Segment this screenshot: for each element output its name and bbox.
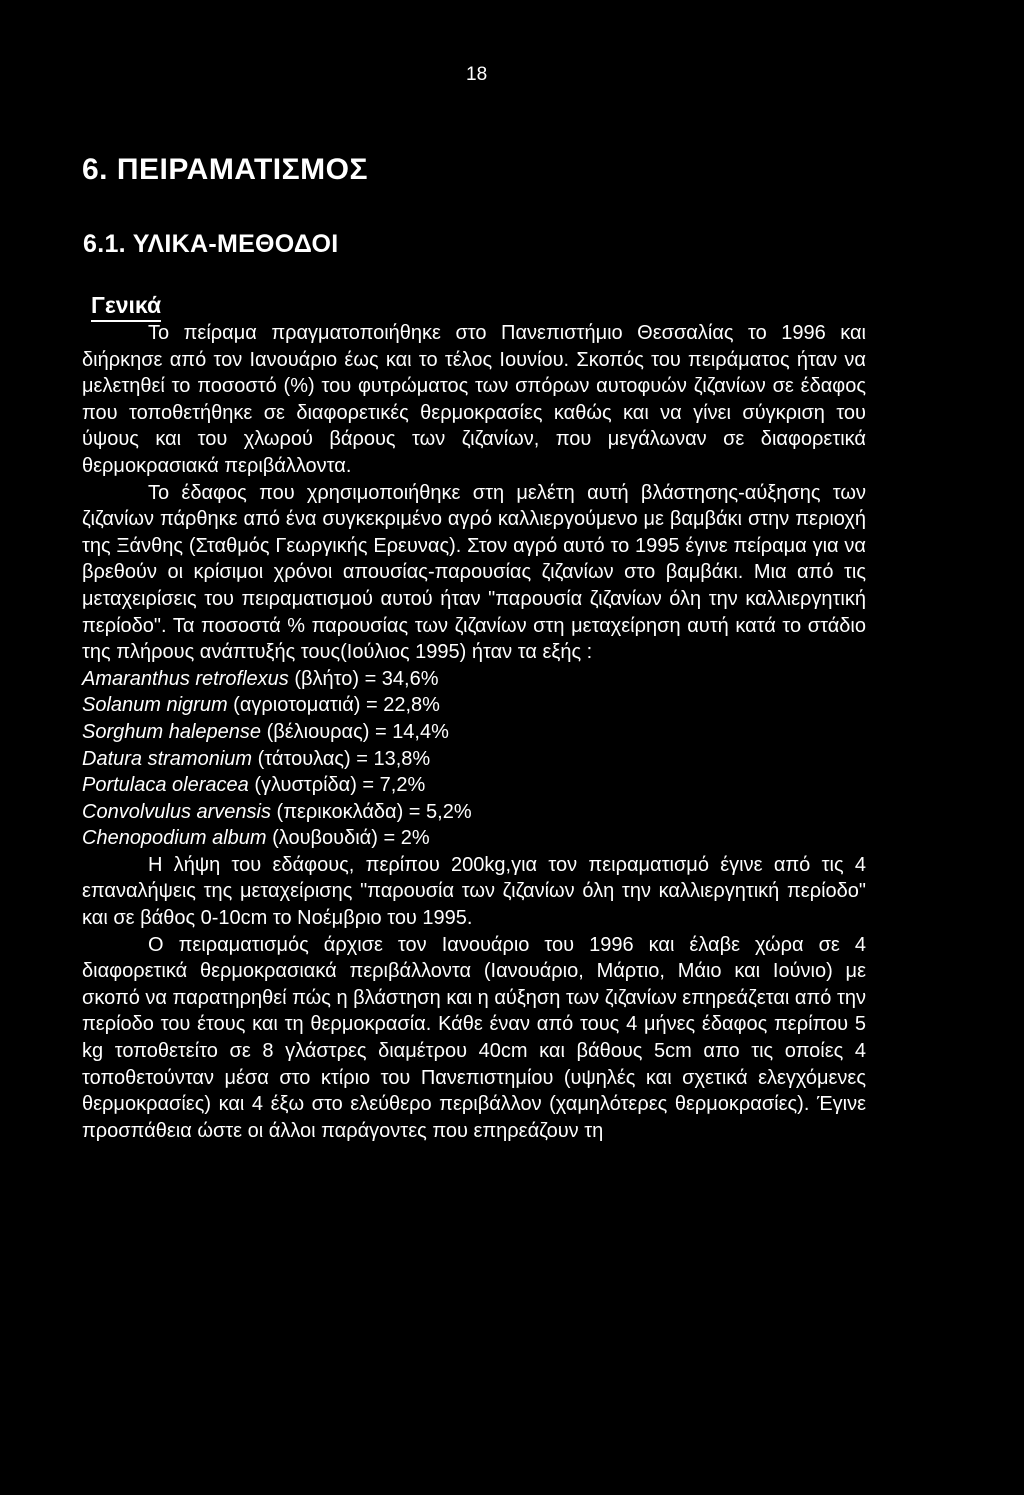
paragraph-soil: Το έδαφος που χρησιμοποιήθηκε στη μελέτη αυτή βλάστησης-αύξησης των ζιζανίων πάρθηκε από ένα συγκεκριμένο αγρό καλλιεργούμενο με βαμβάκι στην περιοχή της Ξάνθης (Σταθμός Γεωργικής Ερευνας). Στον αγρό αυτό το 1995 έγινε πείραμα για να βρεθούν οι κρίσιμοι χρόνοι απουσίας-παρουσίας ζιζανίων στο βαμβάκι. Μια από τις μεταχειρίσεις του πειραματισμού αυτού ήταν "παρουσία ζιζανίων όλη την καλλιεργητική περίοδο". Τα ποσοστά % παρουσίας των ζιζανίων στη μεταχείρηση αυτή κατά το στάδιο της πλήρους ανάπτυξής τους(Ιούλιος 1995) ήταν τα εξής :	[82, 481, 866, 664]
weed-species-list	[82, 666, 866, 852]
species-scientific-name: Amaranthus retroflexus	[82, 667, 289, 690]
species-scientific-name: Portulaca oleracea	[82, 774, 249, 797]
species-item	[82, 825, 866, 852]
species-scientific-name: Chenopodium album	[82, 827, 267, 850]
page-number: 18	[466, 64, 488, 85]
paragraph-soil-sampling: Η λήψη του εδάφους, περίπου 200kg,για τον πειραματισμό έγινε από τις 4 επαναλήψεις της μεταχείρισης "παρουσία των ζιζανίων όλη την καλλιεργητική περίοδο" και σε βάθος 0-10cm το Νοέμβριο του 1995.	[82, 853, 866, 930]
species-item	[82, 719, 866, 746]
species-item	[82, 772, 866, 799]
species-common-name-percent: (βλήτο) = 34,6%	[288, 667, 439, 690]
species-common-name-percent: (αγριοτοματιά) = 22,8%	[227, 694, 440, 717]
species-common-name-percent: (γλυστρίδα) = 7,2%	[248, 774, 426, 797]
subsection-heading: Γενικά	[91, 292, 161, 322]
document-body	[82, 320, 866, 1144]
species-item	[82, 666, 866, 693]
species-common-name-percent: (βέλιουρας) = 14,4%	[261, 720, 449, 743]
species-item	[82, 692, 866, 719]
species-item	[82, 799, 866, 826]
species-common-name-percent: (λουβουδιά) = 2%	[266, 827, 430, 850]
species-scientific-name: Sorghum halepense	[82, 720, 262, 743]
species-scientific-name: Convolvulus arvensis	[82, 800, 271, 823]
paragraph-intro: Το πείραμα πραγματοποιήθηκε στο Πανεπιστήμιο Θεσσαλίας το 1996 και διήρκησε από τον Ιανουάριο έως και το τέλος Ιουνίου. Σκοπός του πειράματος ήταν να μελετηθεί το ποσοστό (%) του φυτρώματος των σπόρων αυτοφυών ζιζανίων σε έδαφος που τοποθετήθηκε σε διαφορετικές θερμοκρασίες καθώς και να γίνει σύγκριση του ύψους και του χλωρού βάρους των ζιζανίων, που μεγάλωναν σε διαφορετικά θερμοκρασιακά περιβάλλοντα.	[82, 322, 866, 477]
species-scientific-name: Datura stramonium	[82, 747, 253, 770]
species-scientific-name: Solanum nigrum	[82, 694, 228, 717]
paragraph-experiment-setup: Ο πειραματισμός άρχισε τον Ιανουάριο του 1996 και έλαβε χώρα σε 4 διαφορετικά θερμοκρασιακά περιβάλλοντα (Ιανουάριο, Μάρτιο, Μάιο και Ιούνιο) με σκοπό να παρατηρηθεί πώς η βλάστηση και η αύξηση των ζιζανίων επηρεάζεται από την περίοδο του έτους και τη θερμοκρασία. Κάθε έναν από τους 4 μήνες έδαφος περίπου 5 kg τοποθετείτο σε 8 γλάστρες διαμέτρου 40cm και βάθους 5cm απο τις οποίες 4 τοποθετούνταν μέσα στο κτίριο του Πανεπιστημίου (υψηλές και σχετικά ελεγχόμενες θερμοκρασίες) και 4 έξω στο ελεύθερο περιβάλλον (χαμηλότερες θερμοκρασίες). Έγινε προσπάθεια ώστε οι άλλοι παράγοντες που επηρεάζουν τη	[82, 933, 866, 1142]
species-common-name-percent: (τάτουλας) = 13,8%	[252, 747, 431, 770]
species-item	[82, 746, 866, 773]
section-heading: 6.1. ΥΛΙΚΑ-ΜΕΘΟΔΟΙ	[83, 230, 339, 258]
chapter-heading: 6. ΠΕΙΡΑΜΑΤΙΣΜΟΣ	[82, 153, 368, 186]
species-common-name-percent: (περικοκλάδα) = 5,2%	[270, 800, 472, 823]
